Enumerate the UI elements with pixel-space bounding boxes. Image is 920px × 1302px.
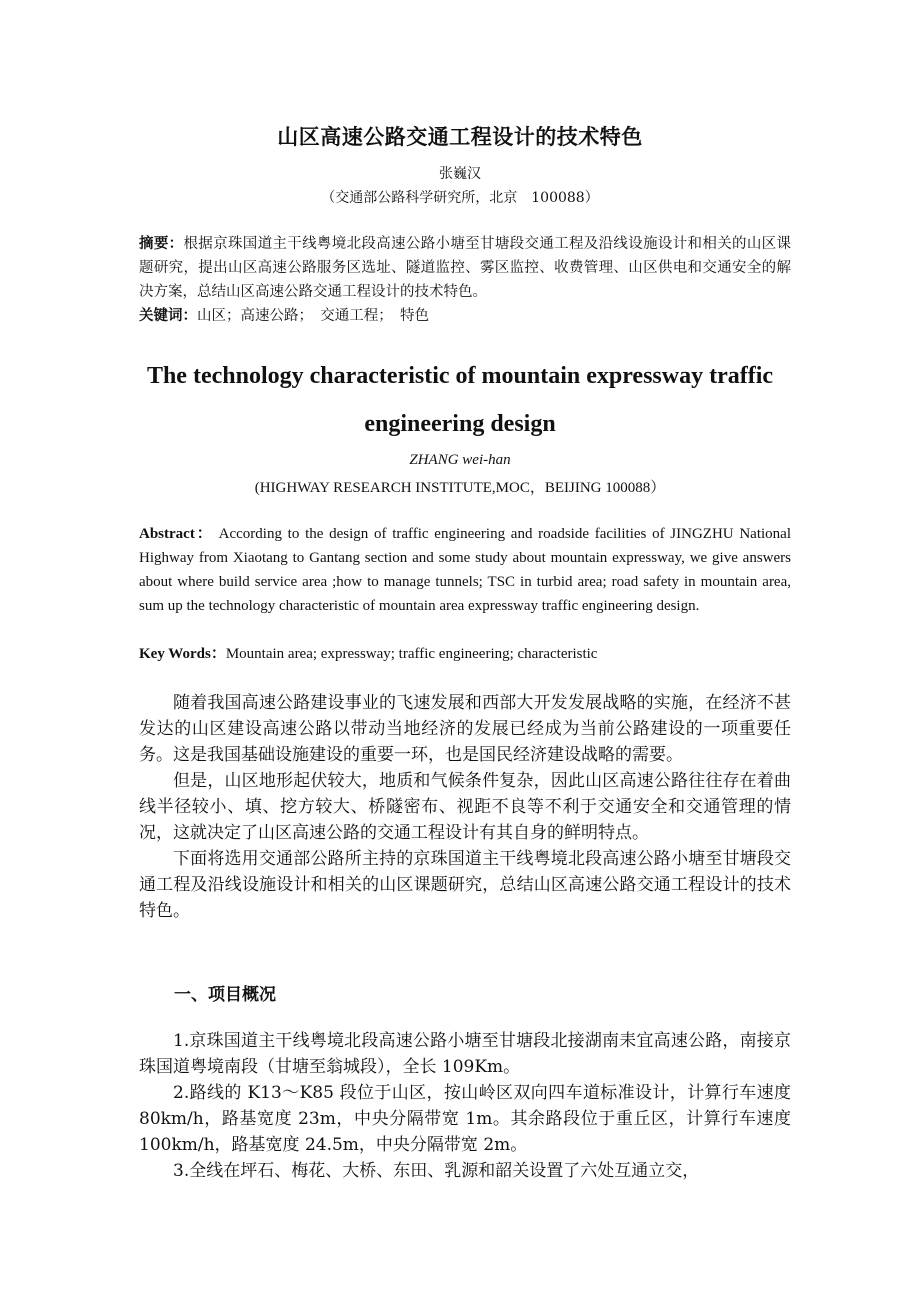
en-abstract-text: According to the design of traffic engineering and roadside facilities of JINGZHU National Highway from Xiaotang to Gantang section and some study about mountain expressway, we give answers about where build service area ;how to manage tunnels; TSC in turbid area; road safety in mountain area, sum up the technology characteristic of mountain area expressway traffic engineering design. (139, 526, 791, 614)
en-title-line1: The technology characteristic of mountain expressway traffic (146, 363, 774, 389)
intro-paragraph: 下面将选用交通部公路所主持的京珠国道主干线粤境北段高速公路小塘至甘塘段交通工程及沿线设施设计和相关的山区课题研究，总结山区高速公路交通工程设计的技术特色。 (139, 849, 791, 921)
cn-author: 张巍汉 (439, 166, 481, 182)
en-title-line2: engineering design (364, 411, 556, 437)
section1-item: 1.京珠国道主干线粤境北段高速公路小塘至甘塘段北接湖南耒宜高速公路，南接京珠国道粤境南段（甘塘至翁城段），全长 109Km。 (139, 1031, 791, 1077)
cn-keywords (139, 304, 791, 328)
en-author: ZHANG wei-han (409, 452, 511, 468)
en-keywords-text: Mountain area; expressway; traffic engineering; characteristic (225, 646, 598, 662)
section-heading: 一、项目概况 (174, 985, 276, 1005)
intro-paragraph: 但是，山区地形起伏较大，地质和气候条件复杂，因此山区高速公路往往存在着曲线半径较小、填、挖方较大、桥隧密布、视距不良等不利于交通安全和交通管理的情况，这就决定了山区高速公路的交通工程设计有其自身的鲜明特点。 (139, 771, 791, 843)
en-abstract (139, 522, 791, 618)
intro-section (139, 690, 791, 924)
en-abstract-label: Abstract： (139, 526, 214, 542)
intro-paragraph: 随着我国高速公路建设事业的飞速发展和西部大开发发展战略的实施，在经济不甚发达的山区建设高速公路以带动当地经济的发展已经成为当前公路建设的一项重要任务。这是我国基础设施建设的重要一环，也是国民经济建设战略的需要。 (139, 693, 791, 765)
en-keywords-label: Key Words： (139, 646, 226, 662)
cn-abstract-label: 摘要： (139, 236, 184, 252)
en-keywords (139, 642, 791, 666)
cn-keywords-label: 关键词： (139, 308, 197, 324)
section1-body (139, 1028, 791, 1184)
section1-item: 2.路线的 K13～K85 段位于山区，按山岭区双向四车道标准设计，计算行车速度 80km/h，路基宽度 23m，中央分隔带宽 1m。其余路段位于重丘区，计算行车速度 100km/h，路基宽度 24.5m，中央分隔带宽 2m。 (139, 1083, 791, 1155)
en-affiliation: (HIGHWAY RESEARCH INSTITUTE,MOC，BEIJING 100088） (254, 480, 666, 496)
cn-title: 山区高速公路交通工程设计的技术特色 (277, 125, 643, 149)
cn-affiliation: （交通部公路科学研究所，北京 100088） (321, 190, 599, 206)
cn-abstract (139, 232, 791, 304)
cn-keywords-text: 山区；高速公路； 交通工程； 特色 (197, 308, 429, 324)
section1-item: 3.全线在坪石、梅花、大桥、东田、乳源和韶关设置了六处互通立交， (173, 1161, 700, 1181)
cn-abstract-text: 根据京珠国道主干线粤境北段高速公路小塘至甘塘段交通工程及沿线设施设计和相关的山区课题研究，提出山区高速公路服务区选址、隧道监控、雾区监控、收费管理、山区供电和交通安全的解决方案，总结山区高速公路交通工程设计的技术特色。 (139, 236, 792, 300)
